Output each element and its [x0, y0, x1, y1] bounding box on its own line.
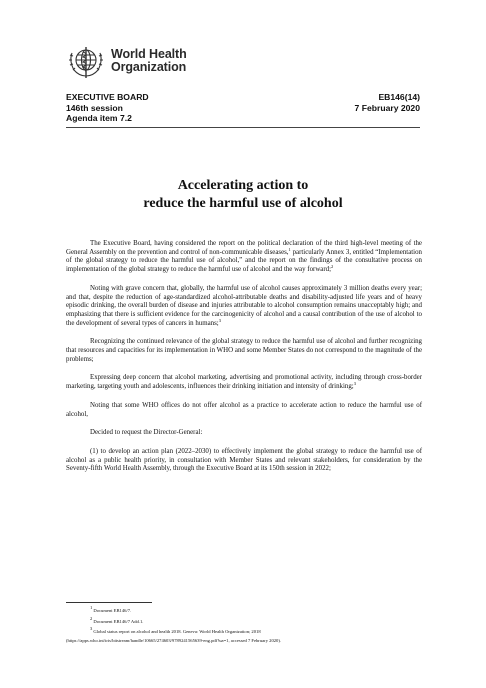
who-logo: [64, 41, 187, 81]
document-number: EB146(14): [378, 92, 420, 102]
document-title: [66, 177, 420, 213]
paragraph-7: (1) to develop an action plan (2022–2030) to effectively implement the global strategy to reduce the harmful use of alcohol as a public health priority, in consultation with Member States and relevant stakeholders, for consideration by the Seventy-fifth World Health Assembly, through the Executive Board at its 150th session in 2022;: [66, 447, 422, 473]
footnote-2-text: Document EB146/7 Add.1.: [92, 618, 144, 624]
session-label: 146th session: [66, 102, 123, 113]
footnote-divider: [66, 602, 152, 603]
meeting-info: [66, 92, 149, 124]
paragraph-3: Recognizing the continued relevance of the global strategy to reduce the harmful use of alcohol and further recognizing that resources and capacities for its implementation in WHO and some Member States do not correspond to the magnitude of the problems;: [66, 338, 422, 363]
footnote-2: [66, 617, 422, 628]
footnote-1: [66, 606, 422, 617]
footnote-ref-2[interactable]: 2: [331, 264, 334, 270]
paragraph-2-text: Noting with grave concern that, globally, the harmful use of alcohol causes approximately 3 million deaths every year; and that, despite the reduction of age-standardized alcohol-attributable deaths and disability-adjusted life years and of heavy episodic drinking, the overall burden of disease and injuries attributable to alcohol consumption remains unacceptably high; and emphasizing that there is sufficient evidence for the carcinogenicity of alcohol and a causal contribution of the use of alcohol to the development of several types of cancers in humans;: [66, 284, 422, 327]
footnote-1-text: Document EB146/7.: [92, 608, 132, 613]
paragraph-4: [66, 374, 422, 391]
document-date: 7 February 2020: [354, 102, 420, 113]
org-name-line2: Organization: [111, 60, 187, 74]
paragraph-1: [66, 240, 422, 275]
who-emblem-icon: [64, 41, 108, 81]
header-divider: [66, 127, 420, 128]
footnote-2-number: 2: [90, 615, 93, 621]
footnote-3-text: Global status report on alcohol and health 2018. Geneva: World Health Organization; 2018: [92, 629, 261, 635]
agenda-item: Agenda item 7.2: [66, 113, 132, 123]
board-name: EXECUTIVE BOARD: [66, 92, 149, 102]
title-line1: Accelerating action to: [177, 178, 309, 193]
footnote-3-url[interactable]: (https://apps.who.int/iris/bitstream/handle/10665/274603/9789241565639-eng.pdf?ua=1, accessed 7 February 2020).: [66, 637, 282, 643]
footnote-ref-3[interactable]: 3: [218, 317, 221, 323]
org-name-line1: World Health: [111, 47, 187, 61]
document-body: [66, 240, 422, 474]
paragraph-4-text: Expressing deep concern that alcohol marketing, advertising and promotional activity, including through cross-border marketing, targeting youth and adolescents, influences their drinking initiation and intensity of drinking;: [66, 374, 422, 391]
footnote-1-number: 1: [90, 605, 93, 610]
paragraph-6: Decided to request the Director-General:: [90, 429, 203, 437]
footnote-3-number: 3: [90, 626, 93, 632]
document-info: [355, 92, 420, 113]
title-line2: reduce the harmful use of alcohol: [143, 196, 343, 211]
footnotes: [66, 606, 422, 644]
footnote-ref-1[interactable]: 1: [288, 246, 291, 252]
paragraph-5: Noting that some WHO offices do not offer alcohol as a practice to accelerate action to reduce the harmful use of alcohol,: [66, 401, 422, 418]
paragraph-1-text-a: The Executive Board, having considered the report on the political declaration of the third high-level meeting of the General Assembly on the prevention and control of non-communicable diseases,: [66, 240, 422, 256]
paragraph-2: [66, 285, 422, 329]
footnote-3: [66, 627, 422, 638]
footnote-ref-3b[interactable]: 3: [353, 381, 356, 387]
paragraph-1-text-b: particularly Annex 3, entitled “Implementation of the global strategy to reduce the harmful use of alcohol,” and the report on the findings of the consultative process on implementation of the global strategy to reduce the harmful use of alcohol and the way forward;: [66, 248, 422, 274]
